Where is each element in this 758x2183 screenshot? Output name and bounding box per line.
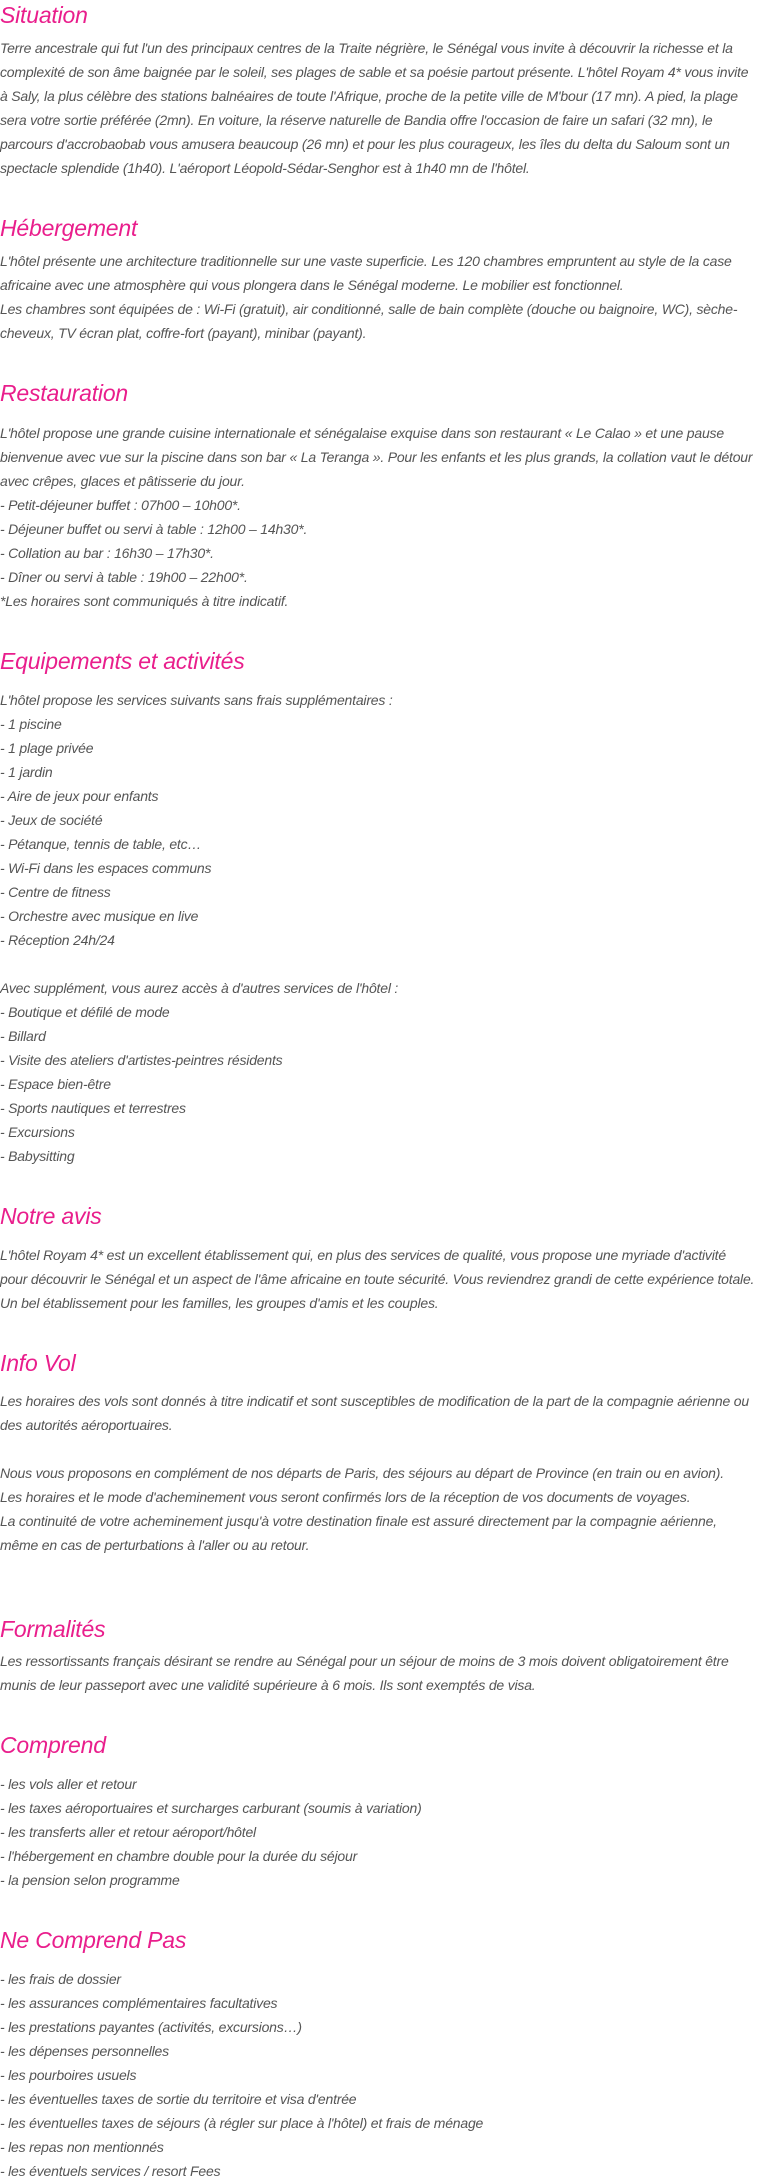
list-item: - Jeux de société [0, 812, 103, 828]
list-item: - Espace bien-être [0, 1076, 111, 1092]
infovol-text-3: Les horaires et le mode d'acheminement vous seront confirmés lors de la réception de vos documents de voyages. [0, 1489, 691, 1505]
list-item: - Boutique et défilé de mode [0, 1004, 170, 1020]
list-item: - les éventuelles taxes de séjours (à régler sur place à l'hôtel) et frais de ménage [0, 2115, 484, 2131]
list-item: - Déjeuner buffet ou servi à table : 12h00 – 14h30*. [0, 521, 308, 537]
restauration-section [0, 378, 756, 613]
infovol-heading: Info Vol [0, 1350, 76, 1376]
comprend-section [0, 1730, 756, 1892]
necomprend-heading: Ne Comprend Pas [0, 1927, 187, 1953]
list-item: - les éventuelles taxes de sortie du territoire et visa d'entrée [0, 2091, 357, 2107]
list-item: - les prestations payantes (activités, excursions…) [0, 2019, 302, 2035]
list-item: - les dépenses personnelles [0, 2043, 169, 2059]
hebergement-heading: Hébergement [0, 215, 138, 241]
avis-text: L'hôtel Royam 4* est un excellent établissement qui, en plus des services de qualité, vous propose une myriade d'activité pour découvrir le Sénégal et un aspect de l'âme africaine en toute sécurité. Vous reviendrez grandi de cette expérience totale. Un bel établissement pour les familles, les groupes d'amis et les couples. [0, 1247, 755, 1311]
list-item: - les pourboires usuels [0, 2067, 137, 2083]
list-item: - 1 piscine [0, 716, 62, 732]
formalites-text: Les ressortissants français désirant se rendre au Sénégal pour un séjour de moins de 3 mois doivent obligatoirement être munis de leur passeport avec une validité supérieure à 6 mois. Ils sont exemptés de visa. [0, 1653, 729, 1693]
infovol-text-1: Les horaires des vols sont donnés à titre indicatif et sont susceptibles de modification de la part de la compagnie aérienne ou des autorités aéroportuaires. [0, 1393, 749, 1433]
list-item: - Petit-déjeuner buffet : 07h00 – 10h00*. [0, 497, 241, 513]
list-item: - les taxes aéroportuaires et surcharges carburant (soumis à variation) [0, 1800, 422, 1816]
situation-section [0, 0, 756, 180]
comprend-list [0, 1772, 756, 1892]
list-item: - Billard [0, 1028, 46, 1044]
restauration-intro: L'hôtel propose une grande cuisine internationale et sénégalaise exquise dans son restaurant « Le Calao » et une pause bienvenue avec vue sur la piscine dans son bar « La Teranga ». Pour les enfants et les plus grands, la collation vaut le détour avec crêpes, glaces et pâtisserie du jour. [0, 425, 753, 489]
list-item: - 1 jardin [0, 764, 53, 780]
hebergement-text-2: Les chambres sont équipées de : Wi-Fi (gratuit), air conditionné, salle de bain complète (douche ou baignoire, WC), sèche-cheveux, TV écran plat, coffre-fort (payant), minibar (payant). [0, 301, 738, 341]
hebergement-text-1: L'hôtel présente une architecture traditionnelle sur une vaste superficie. Les 120 chambres empruntent au style de la case africaine avec une atmosphère qui vous plongera dans le Sénégal moderne. Le mobilier est fonctionnel. [0, 253, 732, 293]
list-item: - Collation au bar : 16h30 – 17h30*. [0, 545, 214, 561]
list-item: - Sports nautiques et terrestres [0, 1100, 186, 1116]
necomprend-section [0, 1925, 756, 2183]
equipements-free-list [0, 712, 756, 952]
list-item: - les vols aller et retour [0, 1776, 137, 1792]
equipements-paid-list [0, 1000, 756, 1168]
list-item: - les transferts aller et retour aéroport/hôtel [0, 1824, 256, 1840]
list-item: - Babysitting [0, 1148, 75, 1164]
situation-heading: Situation [0, 2, 88, 28]
formalites-section [0, 1614, 756, 1697]
list-item: - Visite des ateliers d'artistes-peintres résidents [0, 1052, 283, 1068]
list-item: - les repas non mentionnés [0, 2139, 164, 2155]
list-item: - Réception 24h/24 [0, 932, 115, 948]
formalites-heading: Formalités [0, 1616, 106, 1642]
list-item: - Centre de fitness [0, 884, 111, 900]
avis-section [0, 1201, 756, 1315]
comprend-heading: Comprend [0, 1732, 106, 1758]
restauration-heading: Restauration [0, 380, 129, 406]
necomprend-list [0, 1967, 756, 2183]
infovol-section [0, 1348, 756, 1557]
list-item: - Aire de jeux pour enfants [0, 788, 159, 804]
equipements-heading: Equipements et activités [0, 648, 245, 674]
equipements-paid-intro: Avec supplément, vous aurez accès à d'autres services de l'hôtel : [0, 980, 399, 996]
list-item: - Dîner ou servi à table : 19h00 – 22h00*. [0, 569, 248, 585]
equipements-section [0, 646, 756, 1168]
avis-heading: Notre avis [0, 1203, 102, 1229]
spacer [0, 952, 756, 976]
list-item: - l'hébergement en chambre double pour la durée du séjour [0, 1848, 358, 1864]
equipements-free-intro: L'hôtel propose les services suivants sans frais supplémentaires : [0, 692, 393, 708]
hebergement-section [0, 213, 756, 345]
list-item: - Excursions [0, 1124, 75, 1140]
spacer [0, 1437, 756, 1461]
list-item: - les assurances complémentaires facultatives [0, 1995, 278, 2011]
list-item: - les frais de dossier [0, 1971, 121, 1987]
list-item: - Wi-Fi dans les espaces communs [0, 860, 212, 876]
list-item: - la pension selon programme [0, 1872, 180, 1888]
list-item: - Pétanque, tennis de table, etc… [0, 836, 202, 852]
restauration-note: *Les horaires sont communiqués à titre indicatif. [0, 593, 289, 609]
list-item: - les éventuels services / resort Fees [0, 2163, 221, 2179]
list-item: - 1 plage privée [0, 740, 94, 756]
infovol-text-2: Nous vous proposons en complément de nos départs de Paris, des séjours au départ de Province (en train ou en avion). [0, 1465, 724, 1481]
list-item: - Orchestre avec musique en live [0, 908, 199, 924]
situation-text: Terre ancestrale qui fut l'un des principaux centres de la Traite négrière, le Sénégal vous invite à découvrir la richesse et la complexité de son âme baignée par le soleil, ses plages de sable et sa poésie partout présente. L'hôtel Royam 4* vous invite à Saly, la plus célèbre des stations balnéaires de toute l'Afrique, proche de la petite ville de M'bour (17 mn). A pied, la plage sera votre sortie préférée (2mn). En voiture, la réserve naturelle de Bandia offre l'occasion de faire un safari (32 mn), le parcours d'accrobaobab vous amusera beaucoup (26 mn) et pour les plus courageux, les îles du delta du Saloum sont un spectacle splendide (1h40). L'aéroport Léopold-Sédar-Senghor est à 1h40 mn de l'hôtel. [0, 40, 749, 176]
restauration-hours-list [0, 493, 756, 589]
infovol-text-4: La continuité de votre acheminement jusqu'à votre destination finale est assuré directement par la compagnie aérienne, même en cas de perturbations à l'aller ou au retour. [0, 1513, 717, 1553]
